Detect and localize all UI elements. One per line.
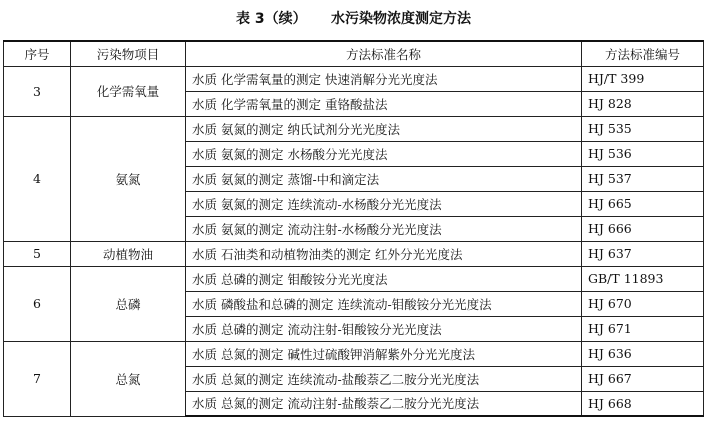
method-name-cell: 水质 总氮的测定 碱性过硫酸钾消解紫外分光光度法 [186, 341, 582, 366]
method-name-cell: 水质 总氮的测定 连续流动-盐酸萘乙二胺分光光度法 [186, 366, 582, 391]
table-row [4, 66, 704, 91]
method-name-cell: 水质 总磷的测定 流动注射-钼酸铵分光光度法 [186, 316, 582, 341]
method-code-cell: GB/T 11893 [582, 266, 704, 291]
method-code-cell: HJ 665 [582, 191, 704, 216]
table-header-row [4, 41, 704, 66]
pollutant-cell: 氨氮 [71, 116, 186, 241]
pollutant-cell: 总氮 [71, 341, 186, 416]
seq-cell: 5 [4, 241, 71, 266]
method-code-cell: HJ 671 [582, 316, 704, 341]
seq-cell: 3 [4, 66, 71, 116]
method-name-cell: 水质 氨氮的测定 纳氏试剂分光光度法 [186, 116, 582, 141]
table-row [4, 241, 704, 266]
method-name-cell: 水质 氨氮的测定 蒸馏-中和滴定法 [186, 166, 582, 191]
method-name-cell: 水质 石油类和动植物油类的测定 红外分光光度法 [186, 241, 582, 266]
header-pollutant: 污染物项目 [71, 41, 186, 66]
header-method-code: 方法标准编号 [582, 41, 704, 66]
methods-table [3, 40, 704, 417]
method-name-cell: 水质 总氮的测定 流动注射-盐酸萘乙二胺分光光度法 [186, 391, 582, 416]
pollutant-cell: 动植物油 [71, 241, 186, 266]
header-seq: 序号 [4, 41, 71, 66]
table-row [4, 116, 704, 141]
table-body [4, 66, 704, 416]
method-code-cell: HJ 670 [582, 291, 704, 316]
method-code-cell: HJ 537 [582, 166, 704, 191]
method-code-cell: HJ 536 [582, 141, 704, 166]
method-code-cell: HJ 637 [582, 241, 704, 266]
method-name-cell: 水质 总磷的测定 钼酸铵分光光度法 [186, 266, 582, 291]
method-code-cell: HJ 667 [582, 366, 704, 391]
method-code-cell: HJ/T 399 [582, 66, 704, 91]
method-name-cell: 水质 氨氮的测定 水杨酸分光光度法 [186, 141, 582, 166]
method-name-cell: 水质 氨氮的测定 连续流动-水杨酸分光光度法 [186, 191, 582, 216]
method-code-cell: HJ 535 [582, 116, 704, 141]
table-row [4, 266, 704, 291]
pollutant-cell: 总磷 [71, 266, 186, 341]
seq-cell: 6 [4, 266, 71, 341]
method-code-cell: HJ 666 [582, 216, 704, 241]
table-title: 表 3（续） 水污染物浓度测定方法 [236, 11, 471, 27]
method-code-cell: HJ 668 [582, 391, 704, 416]
method-name-cell: 水质 氨氮的测定 流动注射-水杨酸分光光度法 [186, 216, 582, 241]
seq-cell: 4 [4, 116, 71, 241]
method-code-cell: HJ 636 [582, 341, 704, 366]
method-name-cell: 水质 化学需氧量的测定 快速消解分光光度法 [186, 66, 582, 91]
header-method-name: 方法标准名称 [186, 41, 582, 66]
seq-cell: 7 [4, 341, 71, 416]
method-name-cell: 水质 化学需氧量的测定 重铬酸盐法 [186, 91, 582, 116]
method-name-cell: 水质 磷酸盐和总磷的测定 连续流动-钼酸铵分光光度法 [186, 291, 582, 316]
method-code-cell: HJ 828 [582, 91, 704, 116]
table-row [4, 341, 704, 366]
pollutant-cell: 化学需氧量 [71, 66, 186, 116]
